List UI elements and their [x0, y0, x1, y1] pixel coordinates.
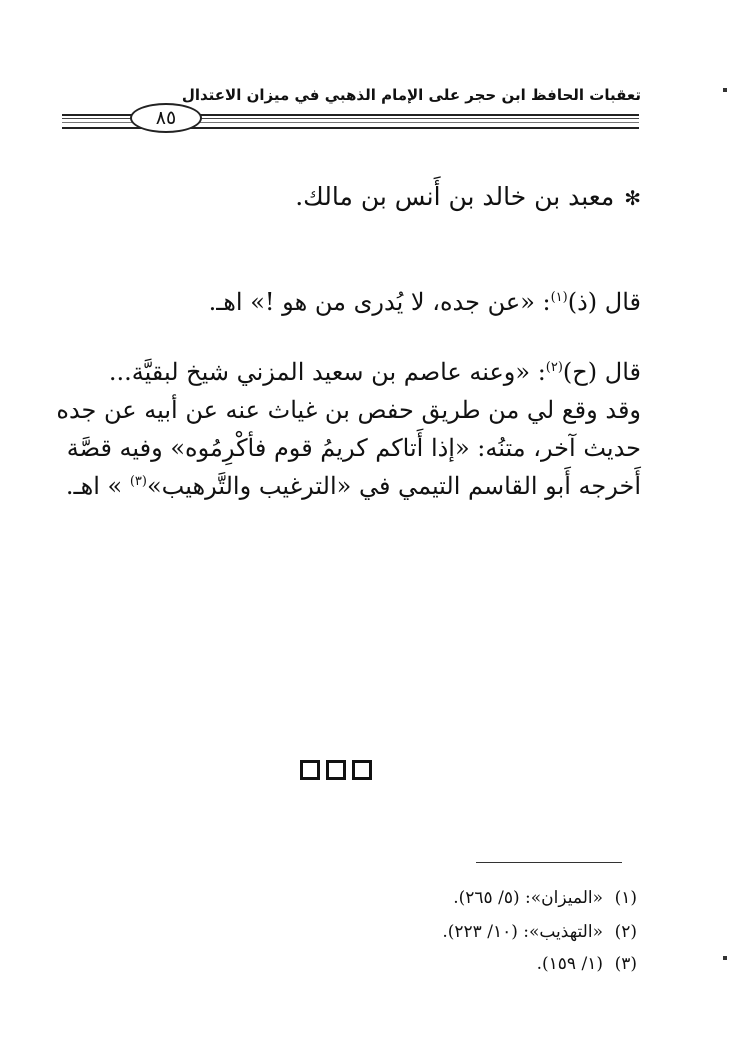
paragraph-dhahabi: [209, 290, 641, 314]
footnote-separator: [476, 862, 622, 863]
square-icon: [326, 760, 346, 780]
section-end-ornament: [300, 760, 372, 780]
footnote-number: (٣): [614, 954, 637, 974]
footnote-ref: (٢): [545, 360, 563, 375]
para1-rest: : «عن جده، لا يُدرى من هو !» اهـ.: [208, 288, 551, 316]
square-icon: [300, 760, 320, 780]
footnote-3: [537, 956, 637, 973]
footnote-ref: (١): [550, 290, 568, 305]
entry-text: معبد بن خالد بن أَنس بن مالك.: [295, 182, 615, 211]
margin-mark: [723, 88, 727, 92]
page-number-oval: [130, 103, 202, 133]
para2-lead: قال (ح): [562, 358, 641, 386]
footnote-2: [442, 924, 637, 941]
paragraph-hafiz-line4: [66, 474, 641, 498]
paragraph-hafiz-line3: حديث آخر، متنُه: «إذا أَتاكم كريمُ قوم فأكْرِمُوه» وفيه قصَّة: [66, 434, 641, 462]
footnote-text: «الميزان»: (٥/ ٢٦٥).: [453, 888, 603, 908]
footnote-number: (١): [614, 888, 637, 908]
para2-line4-rest: » اهـ.: [65, 472, 130, 500]
footnote-number: (٢): [614, 922, 637, 942]
star-icon: ✻: [624, 186, 641, 210]
footnote-text: «التهذيب»: (١٠/ ٢٢٣).: [442, 922, 603, 942]
running-title: تعقبات الحافظ ابن حجر على الإمام الذهبي في ميزان الاعتدال: [181, 86, 641, 104]
paragraph-hafiz-line1: [109, 360, 641, 384]
footnote-1: [453, 890, 637, 907]
footnote-ref: (٣): [129, 474, 147, 489]
margin-mark: [723, 956, 727, 960]
paragraph-hafiz-line2: وقد وقع لي من طريق حفص بن غياث عنه عن أبيه عن جده: [56, 396, 641, 424]
para1-lead: قال (ذ): [567, 288, 641, 316]
square-icon: [352, 760, 372, 780]
entry-heading: [295, 184, 641, 209]
para2-line4-lead: أَخرجه أَبو القاسم التيمي في «الترغيب والتَّرهيب»: [146, 472, 641, 500]
para2-rest: : «وعنه عاصم بن سعيد المزني شيخ لبقيَّة...: [108, 358, 546, 386]
page-number: ٨٥: [155, 106, 177, 129]
footnote-text: (١/ ١٥٩).: [536, 954, 603, 974]
